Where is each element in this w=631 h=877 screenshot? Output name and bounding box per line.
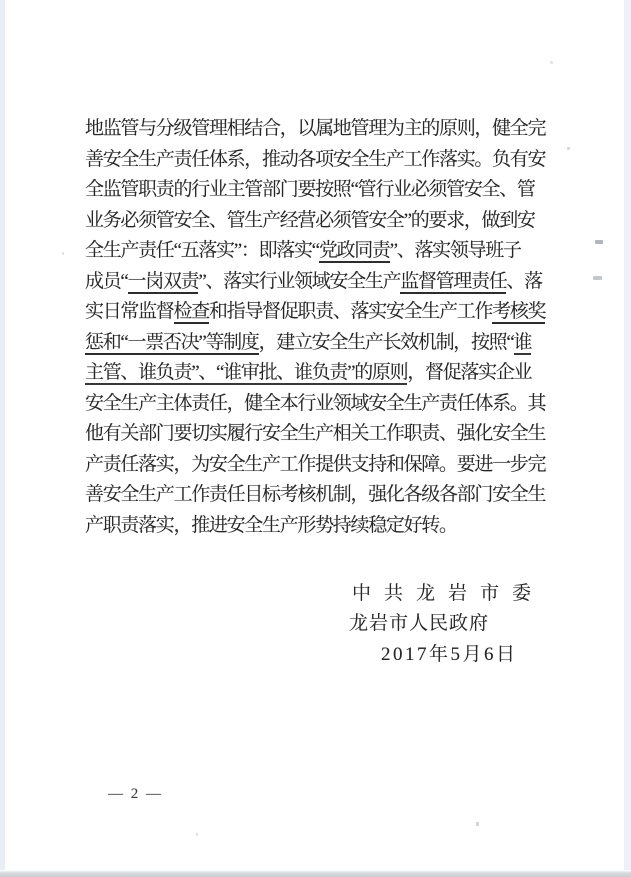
body-line xyxy=(85,206,565,237)
page-number: — 2 — xyxy=(108,786,163,802)
body-line xyxy=(85,328,565,359)
text-segment: ，建立安全生产长效机制，按照“ xyxy=(258,331,514,353)
text-segment: 地监管与分级管理相结合，以属地管理为主的原则，健全完 xyxy=(85,118,546,139)
text-segment: 全监管职责的行业主管部门要按照“管行业必须管安全、管 xyxy=(85,179,535,200)
underlined-phrase: 监督管理责任 xyxy=(400,270,507,292)
body-line xyxy=(85,511,565,542)
body-line xyxy=(85,267,565,298)
text-segment: 业务必须管安全、管生产经营必须管安全”的要求，做到安 xyxy=(85,209,535,231)
scan-speck xyxy=(196,833,198,836)
scan-speck xyxy=(567,147,570,150)
underlined-phrase: 检查 xyxy=(173,301,209,322)
scan-edge-right xyxy=(624,0,631,877)
text-segment: 实日常监督 xyxy=(85,301,174,322)
underlined-phrase: 主管、谁负责”、“谁审批、谁负责”的原则 xyxy=(85,362,408,383)
body-line xyxy=(85,297,565,328)
scan-speck xyxy=(476,822,479,826)
text-segment: 和指导督促职责、落实安全生产工作 xyxy=(208,301,493,322)
text-segment: 善安全生产工作责任目标考核机制，强化各级各部门安全生 xyxy=(85,484,546,505)
text-segment: ”、落实领导班子 xyxy=(389,240,521,261)
body-line xyxy=(85,145,565,176)
text-segment: 、落 xyxy=(506,270,542,292)
text-segment: 全生产责任“五落实”：即落实“ xyxy=(85,240,319,261)
scan-speck xyxy=(595,240,603,244)
body-line xyxy=(85,480,565,511)
body-line xyxy=(85,175,565,206)
text-segment: 产职责落实，推进安全生产形势持续稳定好转。 xyxy=(85,514,457,536)
underlined-phrase: 党政同责 xyxy=(318,240,390,261)
text-segment: ，督促落实企业 xyxy=(407,362,532,383)
signature-date: 2017年5月6日 xyxy=(381,644,518,665)
scan-edge-left xyxy=(0,0,5,877)
text-segment: 成员“ xyxy=(85,270,128,292)
underlined-phrase: 惩和“一票否决”等制度 xyxy=(85,331,259,353)
scan-speck xyxy=(62,252,64,255)
scan-speck xyxy=(550,61,553,64)
text-segment: 他有关部门要切实履行安全生产相关工作职责、强化安全生 xyxy=(85,423,546,444)
body-line xyxy=(85,236,565,267)
signature-party-committee: 中共龙岩市委 xyxy=(352,583,545,604)
body-line xyxy=(85,389,565,420)
body-line xyxy=(85,450,565,481)
text-segment: 产责任落实，为安全生产工作提供支持和保障。要进一步完 xyxy=(85,453,546,475)
text-segment: ”、落实行业领域安全生产 xyxy=(198,270,401,292)
body-line xyxy=(85,419,565,450)
body-line xyxy=(85,114,565,145)
scan-speck xyxy=(593,276,602,280)
signature-government: 龙岩市人民政府 xyxy=(349,613,490,634)
text-segment: 善安全生产责任体系，推动各项安全生产工作落实。负有安 xyxy=(85,148,546,170)
text-segment: 安全生产主体责任，健全本行业领域安全生产责任体系。其 xyxy=(85,392,546,414)
body-line xyxy=(85,358,565,389)
scan-speck xyxy=(435,220,438,222)
underlined-phrase: 考核奖 xyxy=(492,301,546,322)
underlined-phrase: 谁 xyxy=(513,331,532,353)
underlined-phrase: 一岗双责 xyxy=(127,270,199,292)
scan-edge-bottom xyxy=(0,870,631,877)
body-text xyxy=(85,114,565,541)
